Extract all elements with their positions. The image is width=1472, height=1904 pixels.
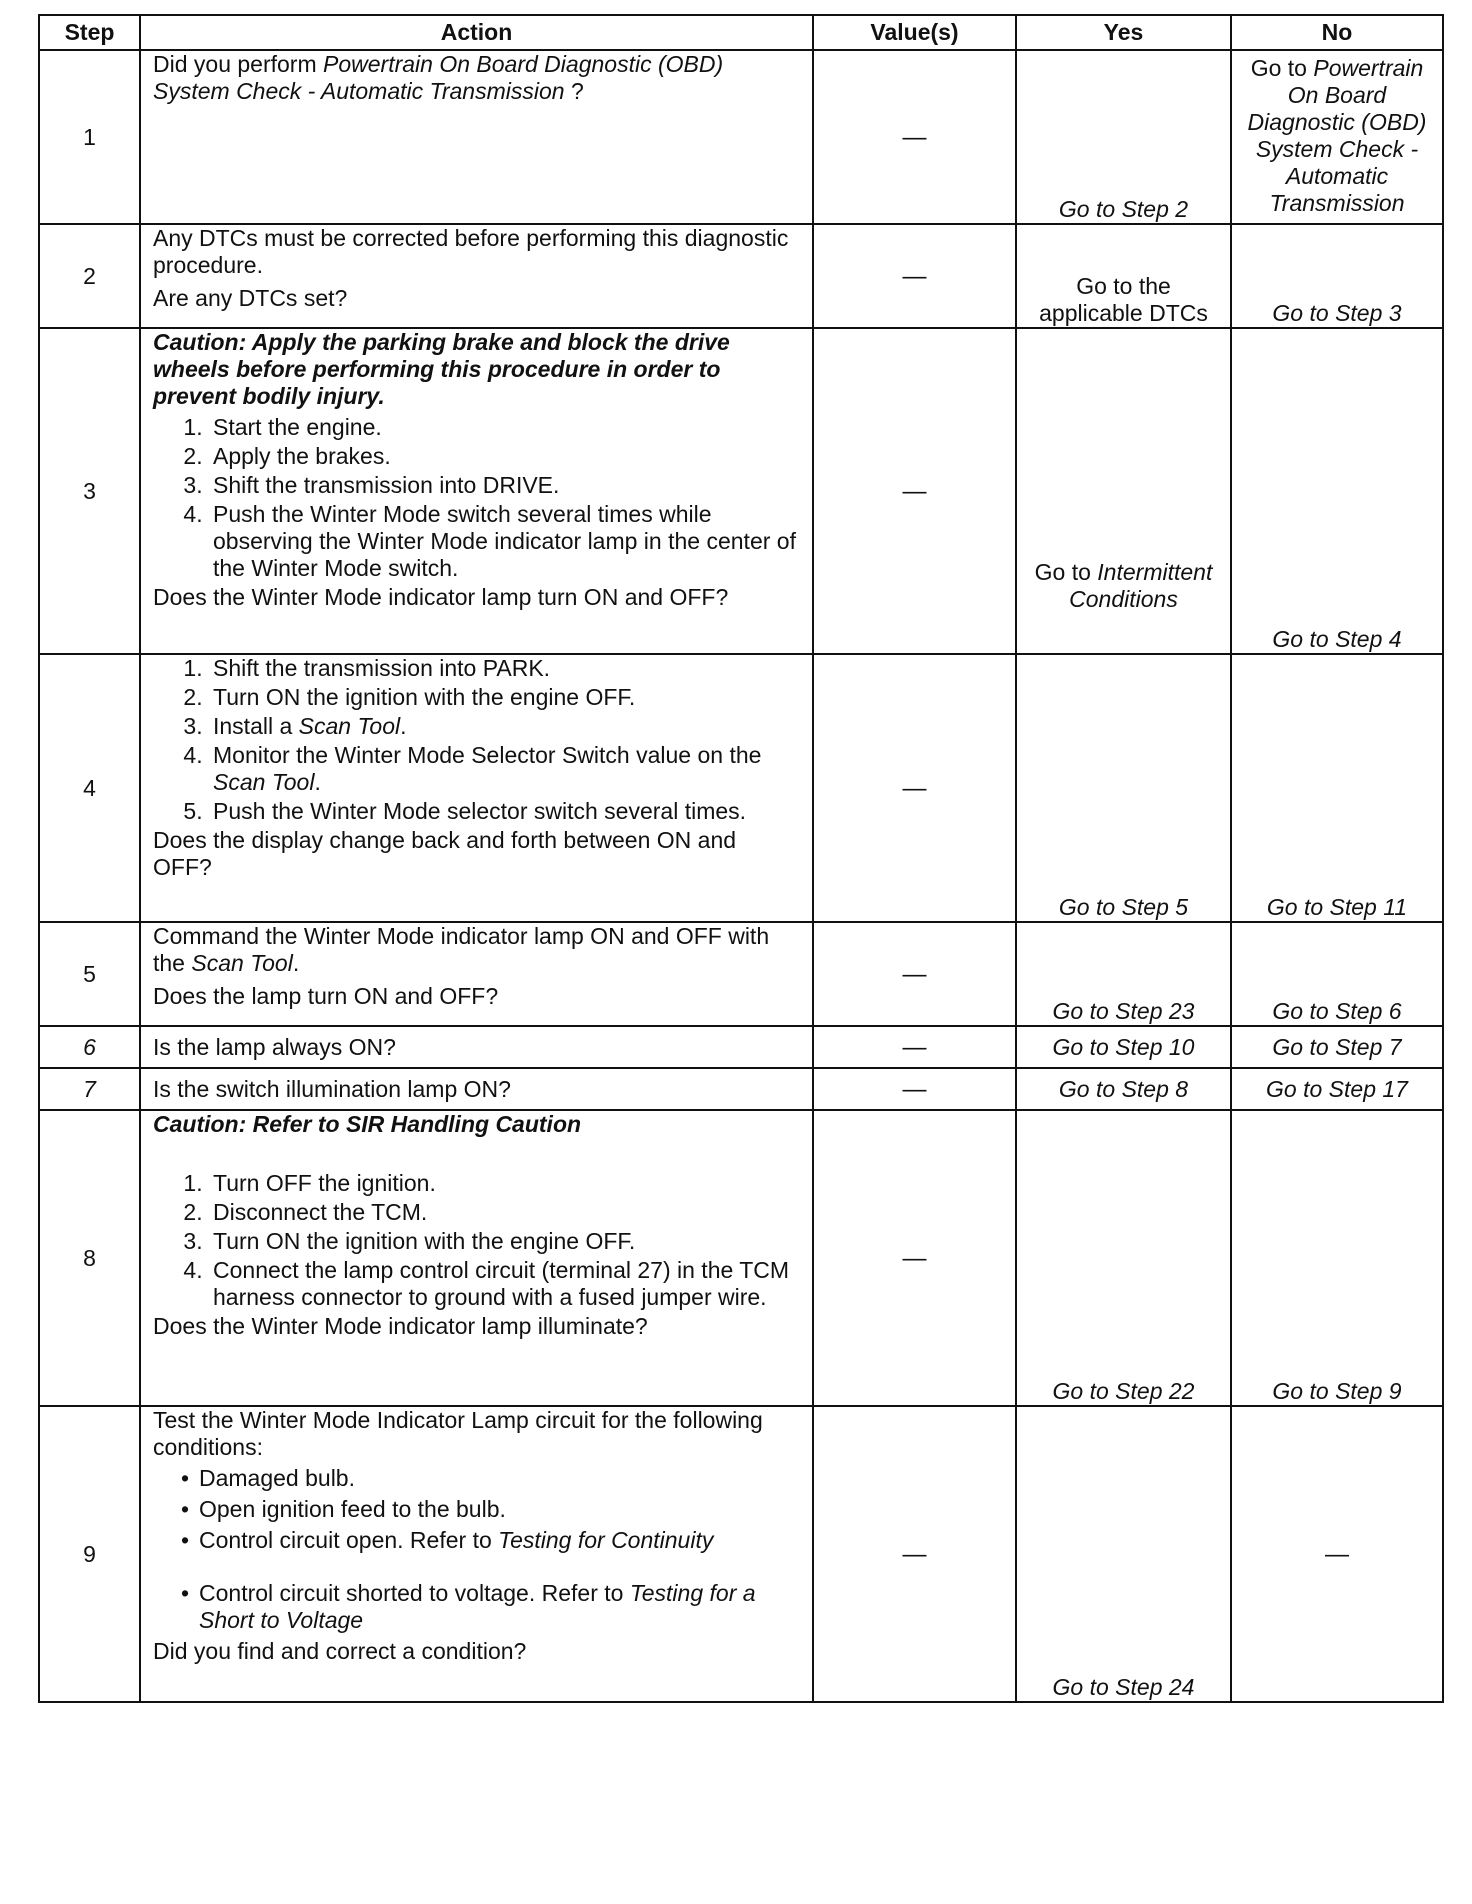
value-cell: — — [813, 328, 1016, 654]
action-text: Test the Winter Mode Indicator Lamp circuit for the following conditions: — [153, 1407, 763, 1460]
no-cell: Go to Step 11 — [1231, 654, 1443, 922]
step-number: 9 — [39, 1406, 140, 1702]
yes-cell: Go to the applicable DTCs — [1016, 224, 1231, 328]
value-cell: — — [813, 224, 1016, 328]
list-item: 3. Turn ON the ignition with the engine OFF. — [209, 1228, 800, 1255]
yes-cell: Go to Step 2 — [1016, 50, 1231, 224]
value-cell: — — [813, 1110, 1016, 1406]
step-number: 7 — [39, 1068, 140, 1110]
table-row — [39, 328, 1443, 654]
list-item: 1. Turn OFF the ignition. — [209, 1170, 800, 1197]
action-text: Did you perform Powertrain On Board Diagnostic (OBD) System Check - Automatic Transmission ? — [153, 51, 724, 104]
procedure-list — [153, 655, 800, 825]
action-question: Did you find and correct a condition? — [153, 1638, 527, 1664]
action-cell — [140, 1026, 813, 1068]
table-row — [39, 224, 1443, 328]
list-item: • Control circuit open. Refer to Testing for Continuity — [199, 1527, 800, 1554]
procedure-list — [153, 1170, 800, 1311]
list-item: 5. Push the Winter Mode selector switch several times. — [209, 798, 800, 825]
action-cell — [140, 654, 813, 922]
diagnostic-table — [38, 14, 1444, 1703]
action-cell — [140, 1068, 813, 1110]
action-cell — [140, 922, 813, 1026]
action-question: Is the lamp always ON? — [153, 1033, 396, 1060]
list-item: 4. Monitor the Winter Mode Selector Switch value on the Scan Tool. — [209, 742, 800, 796]
table-row — [39, 654, 1443, 922]
header-yes: Yes — [1016, 15, 1231, 50]
yes-cell: Go to Step 8 — [1016, 1068, 1231, 1110]
list-item: 2. Turn ON the ignition with the engine OFF. — [209, 684, 800, 711]
value-cell: — — [813, 50, 1016, 224]
action-cell — [140, 50, 813, 224]
table-row — [39, 1110, 1443, 1406]
yes-cell: Go to Step 10 — [1016, 1026, 1231, 1068]
no-cell: Go to Step 9 — [1231, 1110, 1443, 1406]
table-row — [39, 1026, 1443, 1068]
yes-cell: Go to Step 23 — [1016, 922, 1231, 1026]
list-item: 3. Install a Scan Tool. — [209, 713, 800, 740]
action-text: Any DTCs must be corrected before performing this diagnostic procedure. — [153, 225, 789, 278]
action-question: Does the lamp turn ON and OFF? — [153, 983, 499, 1009]
value-cell: — — [813, 1026, 1016, 1068]
value-cell: — — [813, 922, 1016, 1026]
table-row — [39, 1406, 1443, 1702]
step-number: 6 — [39, 1026, 140, 1068]
caution-text: Caution: Apply the parking brake and block the drive wheels before performing this procedure in order to prevent bodily injury. — [153, 329, 730, 409]
action-question: Does the display change back and forth between ON and OFF? — [153, 827, 737, 880]
yes-cell: Go to Step 5 — [1016, 654, 1231, 922]
no-cell: Go to Step 7 — [1231, 1026, 1443, 1068]
header-no: No — [1231, 15, 1443, 50]
header-step: Step — [39, 15, 140, 50]
action-question: Does the Winter Mode indicator lamp illuminate? — [153, 1313, 648, 1339]
yes-cell: Go to Intermittent Conditions — [1016, 328, 1231, 654]
value-cell: — — [813, 1406, 1016, 1702]
value-cell: — — [813, 654, 1016, 922]
list-item: 4. Push the Winter Mode switch several times while observing the Winter Mode indicator lamp in the center of the Winter Mode switch. — [209, 501, 800, 582]
list-item: 4. Connect the lamp control circuit (terminal 27) in the TCM harness connector to ground with a fused jumper wire. — [209, 1257, 800, 1311]
list-item: 1. Start the engine. — [209, 414, 800, 441]
table-row — [39, 1068, 1443, 1110]
table-row — [39, 50, 1443, 224]
procedure-list — [153, 414, 800, 582]
step-number: 2 — [39, 224, 140, 328]
no-cell: Go to Step 3 — [1231, 224, 1443, 328]
no-cell: Go to Step 17 — [1231, 1068, 1443, 1110]
action-text: Command the Winter Mode indicator lamp ON and OFF with the Scan Tool. — [153, 923, 770, 976]
yes-cell: Go to Step 24 — [1016, 1406, 1231, 1702]
action-cell — [140, 224, 813, 328]
action-cell — [140, 1110, 813, 1406]
condition-list — [153, 1465, 800, 1634]
yes-cell: Go to Step 22 — [1016, 1110, 1231, 1406]
action-question: Does the Winter Mode indicator lamp turn ON and OFF? — [153, 584, 729, 610]
no-cell: — — [1231, 1406, 1443, 1702]
action-cell — [140, 1406, 813, 1702]
step-number: 8 — [39, 1110, 140, 1406]
step-number: 3 — [39, 328, 140, 654]
no-cell: Go to Powertrain On Board Diagnostic (OBD) System Check - Automatic Transmission — [1231, 50, 1443, 224]
action-question: Is the switch illumination lamp ON? — [153, 1075, 511, 1102]
list-item: 1. Shift the transmission into PARK. — [209, 655, 800, 682]
value-cell: — — [813, 1068, 1016, 1110]
header-action: Action — [140, 15, 813, 50]
list-item: 2. Disconnect the TCM. — [209, 1199, 800, 1226]
list-item: 2. Apply the brakes. — [209, 443, 800, 470]
list-item: 3. Shift the transmission into DRIVE. — [209, 472, 800, 499]
action-question: Are any DTCs set? — [153, 285, 348, 311]
caution-text: Caution: Refer to SIR Handling Caution — [153, 1111, 582, 1137]
step-number: 1 — [39, 50, 140, 224]
step-number: 4 — [39, 654, 140, 922]
action-cell — [140, 328, 813, 654]
no-cell: Go to Step 6 — [1231, 922, 1443, 1026]
header-row — [39, 15, 1443, 50]
step-number: 5 — [39, 922, 140, 1026]
table-row — [39, 922, 1443, 1026]
list-item: • Damaged bulb. — [199, 1465, 800, 1492]
no-cell: Go to Step 4 — [1231, 328, 1443, 654]
list-item: • Open ignition feed to the bulb. — [199, 1496, 800, 1523]
list-item: • Control circuit shorted to voltage. Refer to Testing for a Short to Voltage — [199, 1580, 800, 1634]
header-values: Value(s) — [813, 15, 1016, 50]
